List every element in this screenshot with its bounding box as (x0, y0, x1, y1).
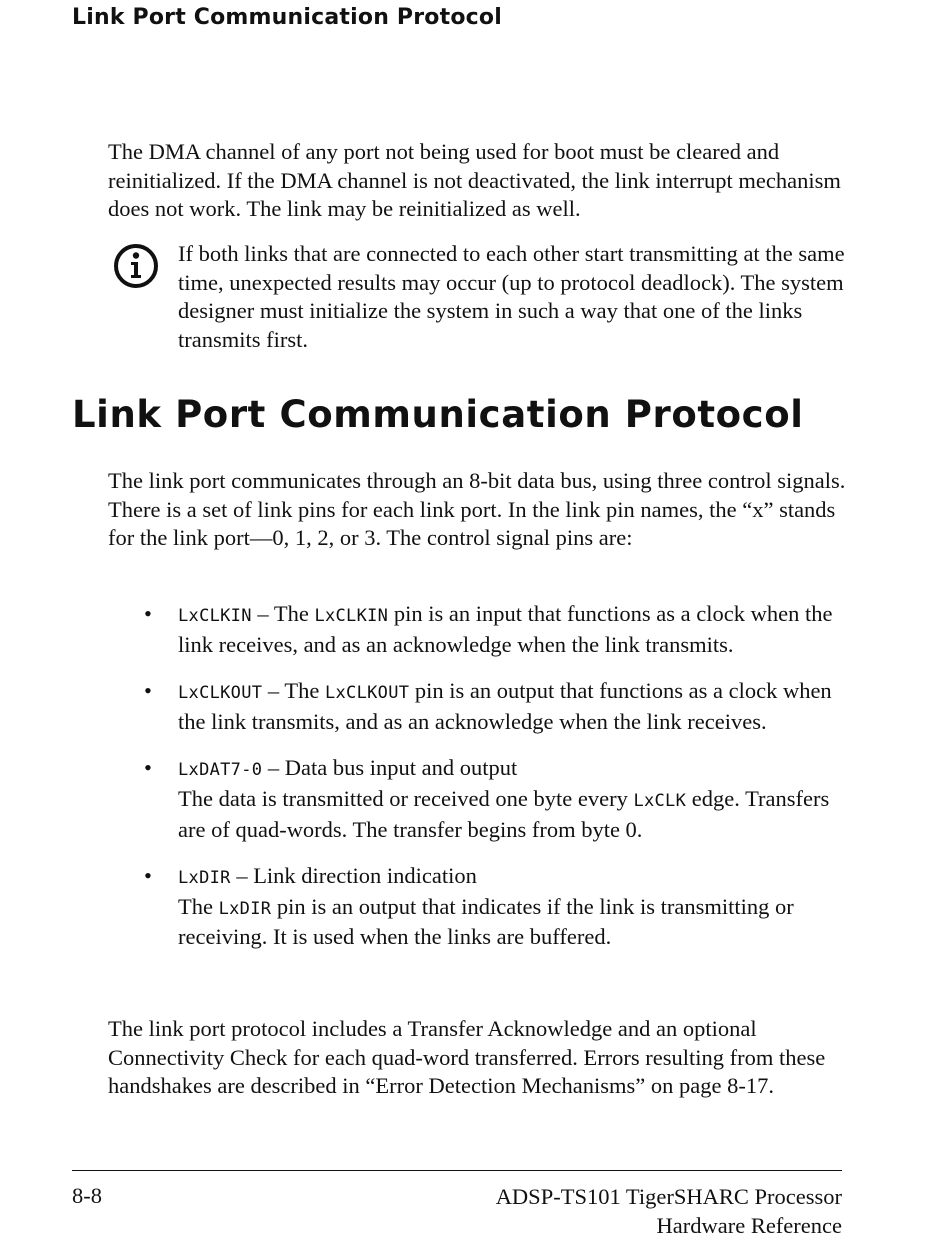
separator-text: – The (262, 678, 325, 704)
item-description-end: pin is an output that indicates if the link is transmitting or receiving. It is used when the links are buffered. (178, 893, 794, 950)
pin-name: LxCLKIN (178, 606, 252, 626)
separator-text: – The (251, 601, 315, 626)
list-item-lxclkin (108, 600, 848, 659)
intro-paragraph: The DMA channel of any port not being used for boot must be cleared and reinitialized. If the DMA channel is not deactivated, the link interrupt mechanism does not work. The link may be reinitialized as well. (108, 139, 841, 222)
item-title-line (178, 754, 848, 785)
bullet-icon: • (144, 755, 152, 781)
section-intro-paragraph: The link port communicates through an 8-bit data bus, using three control signals. There is a set of link pins for each link port. In the link pin names, the “x” stands for the link port—0, 1, 2, or 3. The control signal pins are: (108, 468, 846, 551)
pin-reference: LxCLKOUT (324, 683, 410, 704)
item-description: pin is an input that functions as a clock when the link receives, and as an acknowledge when the link transmits. (178, 601, 833, 657)
item-description-line (178, 785, 848, 844)
section-heading: Link Port Communication Protocol (72, 393, 804, 436)
note-text: If both links that are connected to each other start transmitting at the same time, unexpected results may occur (up to protocol deadlock). The system designer must initialize the system in such a way that one of the links transmits first. (178, 241, 845, 352)
book-title (496, 1183, 842, 1240)
running-header: Link Port Communication Protocol (72, 5, 502, 30)
pin-name: LxDAT7-0 (178, 760, 263, 781)
book-title-line-2: Hardware Reference (656, 1212, 842, 1238)
list-item-lxclkout (108, 677, 848, 736)
pin-reference: LxCLK (633, 790, 687, 811)
page-number: 8-8 (72, 1183, 102, 1208)
bullet-icon: • (144, 601, 152, 626)
bullet-icon: • (144, 678, 152, 704)
pin-name: LxDIR (178, 868, 231, 889)
item-title-line (178, 862, 848, 893)
closing-paragraph: The link port protocol includes a Transfer Acknowledge and an optional Connectivity Check for each quad-word transferred. Errors resulting from these handshakes are described in “Error Detection Mechanisms” on page 8-17. (108, 1016, 826, 1099)
list-item-lxdat (108, 754, 848, 844)
item-description-end: edge. Transfers are of quad-words. The transfer begins from byte 0. (178, 785, 830, 842)
item-title: – Data bus input and output (262, 755, 518, 781)
bullet-icon: • (144, 863, 152, 889)
pin-reference: LxDIR (218, 898, 272, 919)
footer-divider (72, 1170, 842, 1171)
item-description-line (178, 893, 848, 952)
info-icon (112, 242, 160, 290)
item-description-start: The data is transmitted or received one byte every (178, 785, 634, 811)
item-title: – Link direction indication (230, 863, 477, 889)
pin-name: LxCLKOUT (178, 683, 263, 704)
pin-reference: LxCLKIN (314, 606, 389, 626)
control-signal-list (108, 600, 848, 970)
book-title-line-1: ADSP-TS101 TigerSHARC Processor (495, 1184, 842, 1209)
list-item-lxdir (108, 862, 848, 952)
item-description: pin is an output that functions as a clock when the link transmits, and as an acknowledge when the link receives. (178, 678, 832, 734)
item-description-start: The (178, 893, 219, 919)
